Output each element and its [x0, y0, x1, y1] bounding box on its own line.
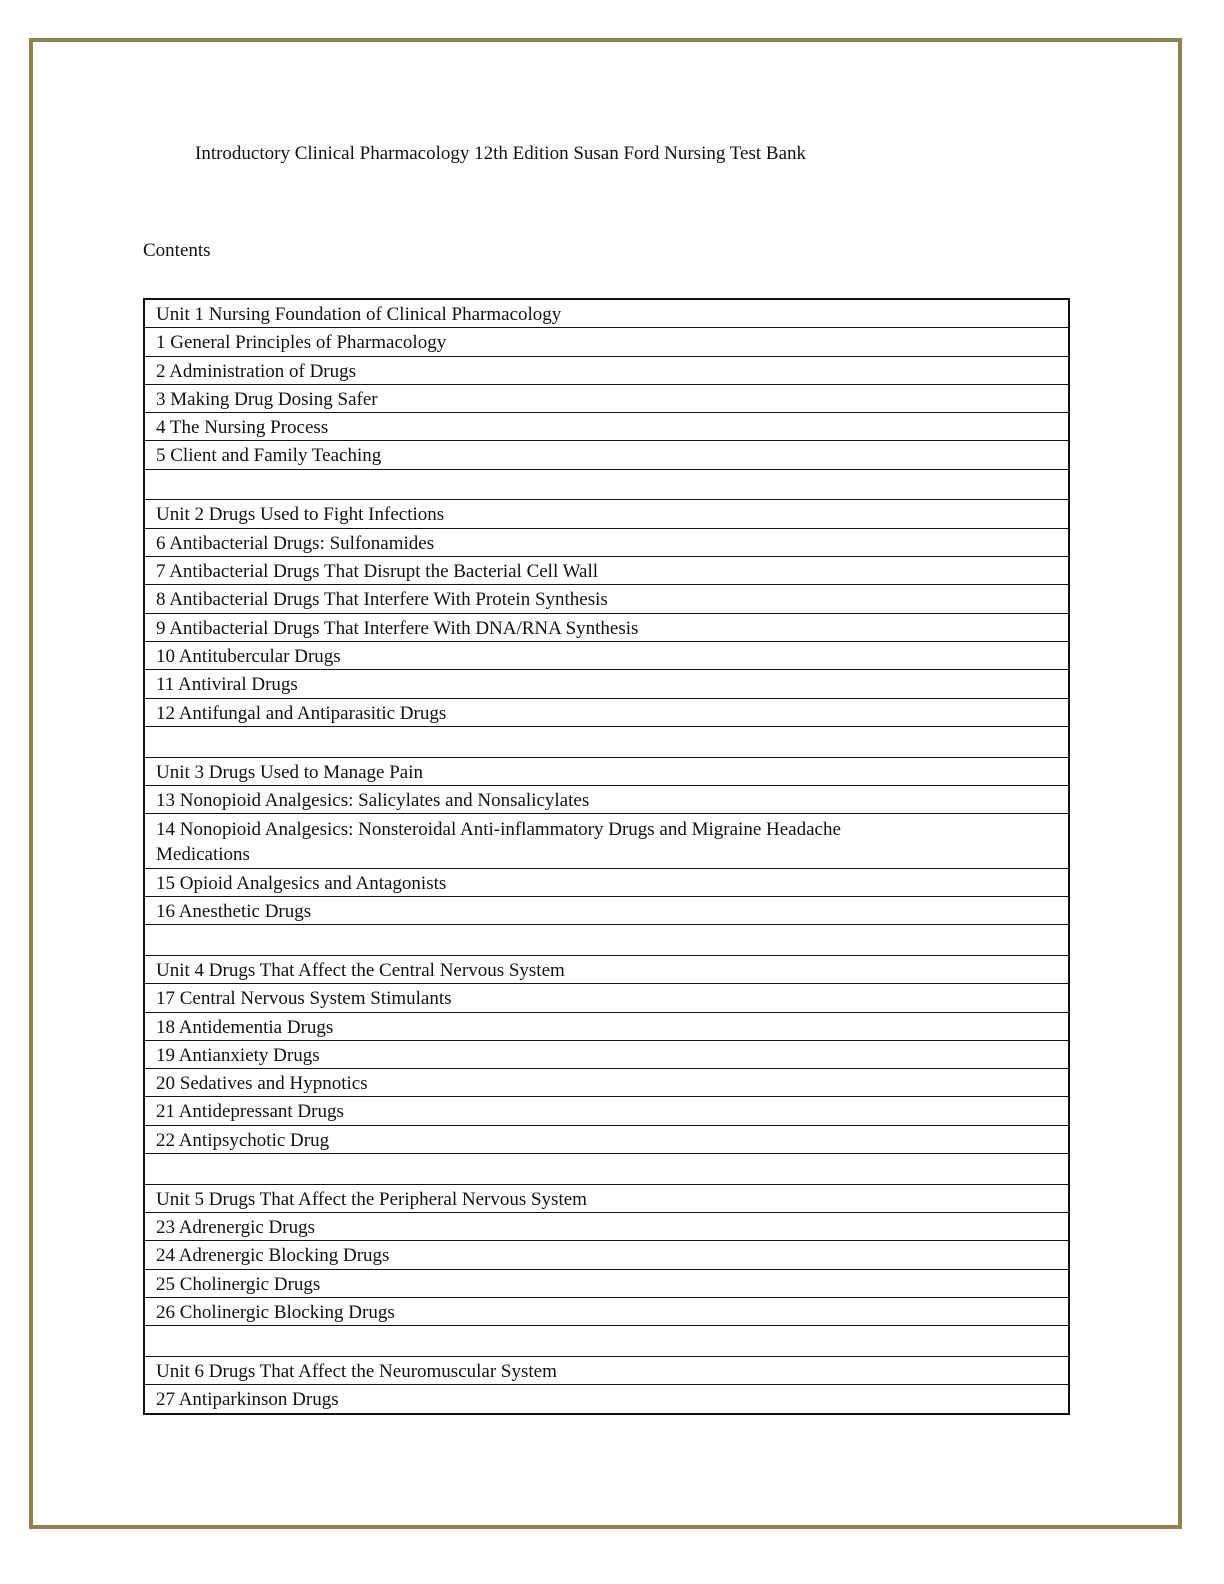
toc-chapter-row: 17 Central Nervous System Stimulants	[145, 984, 1068, 1012]
toc-spacer-row	[145, 925, 1068, 956]
toc-spacer-row	[145, 470, 1068, 501]
toc-chapter-row: 12 Antifungal and Antiparasitic Drugs	[145, 699, 1068, 727]
toc-spacer-row	[145, 1154, 1068, 1185]
toc-spacer-row	[145, 727, 1068, 758]
toc-chapter-row: 15 Opioid Analgesics and Antagonists	[145, 869, 1068, 897]
toc-chapter-row: 23 Adrenergic Drugs	[145, 1213, 1068, 1241]
toc-chapter-row: 22 Antipsychotic Drug	[145, 1126, 1068, 1154]
contents-heading: Contents	[143, 240, 211, 261]
toc-chapter-row: 7 Antibacterial Drugs That Disrupt the Bacterial Cell Wall	[145, 557, 1068, 585]
toc-chapter-row: 1 General Principles of Pharmacology	[145, 328, 1068, 356]
toc-chapter-row: 16 Anesthetic Drugs	[145, 897, 1068, 925]
toc-unit-row: Unit 3 Drugs Used to Manage Pain	[145, 758, 1068, 786]
toc-chapter-row: 26 Cholinergic Blocking Drugs	[145, 1298, 1068, 1326]
toc-unit-row: Unit 1 Nursing Foundation of Clinical Pharmacology	[145, 300, 1068, 328]
toc-chapter-row: 5 Client and Family Teaching	[145, 441, 1068, 469]
toc-unit-row: Unit 2 Drugs Used to Fight Infections	[145, 500, 1068, 528]
document-title: Introductory Clinical Pharmacology 12th Edition Susan Ford Nursing Test Bank	[195, 143, 807, 164]
toc-chapter-row: 25 Cholinergic Drugs	[145, 1270, 1068, 1298]
toc-unit-row: Unit 4 Drugs That Affect the Central Nervous System	[145, 956, 1068, 984]
toc-unit-row: Unit 6 Drugs That Affect the Neuromuscular System	[145, 1357, 1068, 1385]
table-of-contents	[143, 298, 1070, 1415]
toc-chapter-row: 8 Antibacterial Drugs That Interfere With Protein Synthesis	[145, 585, 1068, 613]
toc-chapter-row: 13 Nonopioid Analgesics: Salicylates and Nonsalicylates	[145, 786, 1068, 814]
toc-chapter-row: 9 Antibacterial Drugs That Interfere With DNA/RNA Synthesis	[145, 614, 1068, 642]
toc-chapter-row: 2 Administration of Drugs	[145, 357, 1068, 385]
toc-chapter-row: 6 Antibacterial Drugs: Sulfonamides	[145, 529, 1068, 557]
toc-chapter-row: 10 Antitubercular Drugs	[145, 642, 1068, 670]
toc-chapter-row: 24 Adrenergic Blocking Drugs	[145, 1241, 1068, 1269]
toc-chapter-row: 4 The Nursing Process	[145, 413, 1068, 441]
toc-unit-row: Unit 5 Drugs That Affect the Peripheral Nervous System	[145, 1185, 1068, 1213]
toc-chapter-row: 18 Antidementia Drugs	[145, 1013, 1068, 1041]
toc-chapter-row: 19 Antianxiety Drugs	[145, 1041, 1068, 1069]
toc-chapter-row: 14 Nonopioid Analgesics: Nonsteroidal Anti-inflammatory Drugs and Migraine Headache Medications	[145, 814, 1068, 869]
toc-spacer-row	[145, 1326, 1068, 1357]
toc-chapter-row: 21 Antidepressant Drugs	[145, 1097, 1068, 1125]
toc-chapter-row: 27 Antiparkinson Drugs	[156, 1389, 339, 1411]
toc-chapter-row: 20 Sedatives and Hypnotics	[145, 1069, 1068, 1097]
toc-chapter-row: 11 Antiviral Drugs	[145, 670, 1068, 698]
toc-chapter-row: 3 Making Drug Dosing Safer	[145, 385, 1068, 413]
